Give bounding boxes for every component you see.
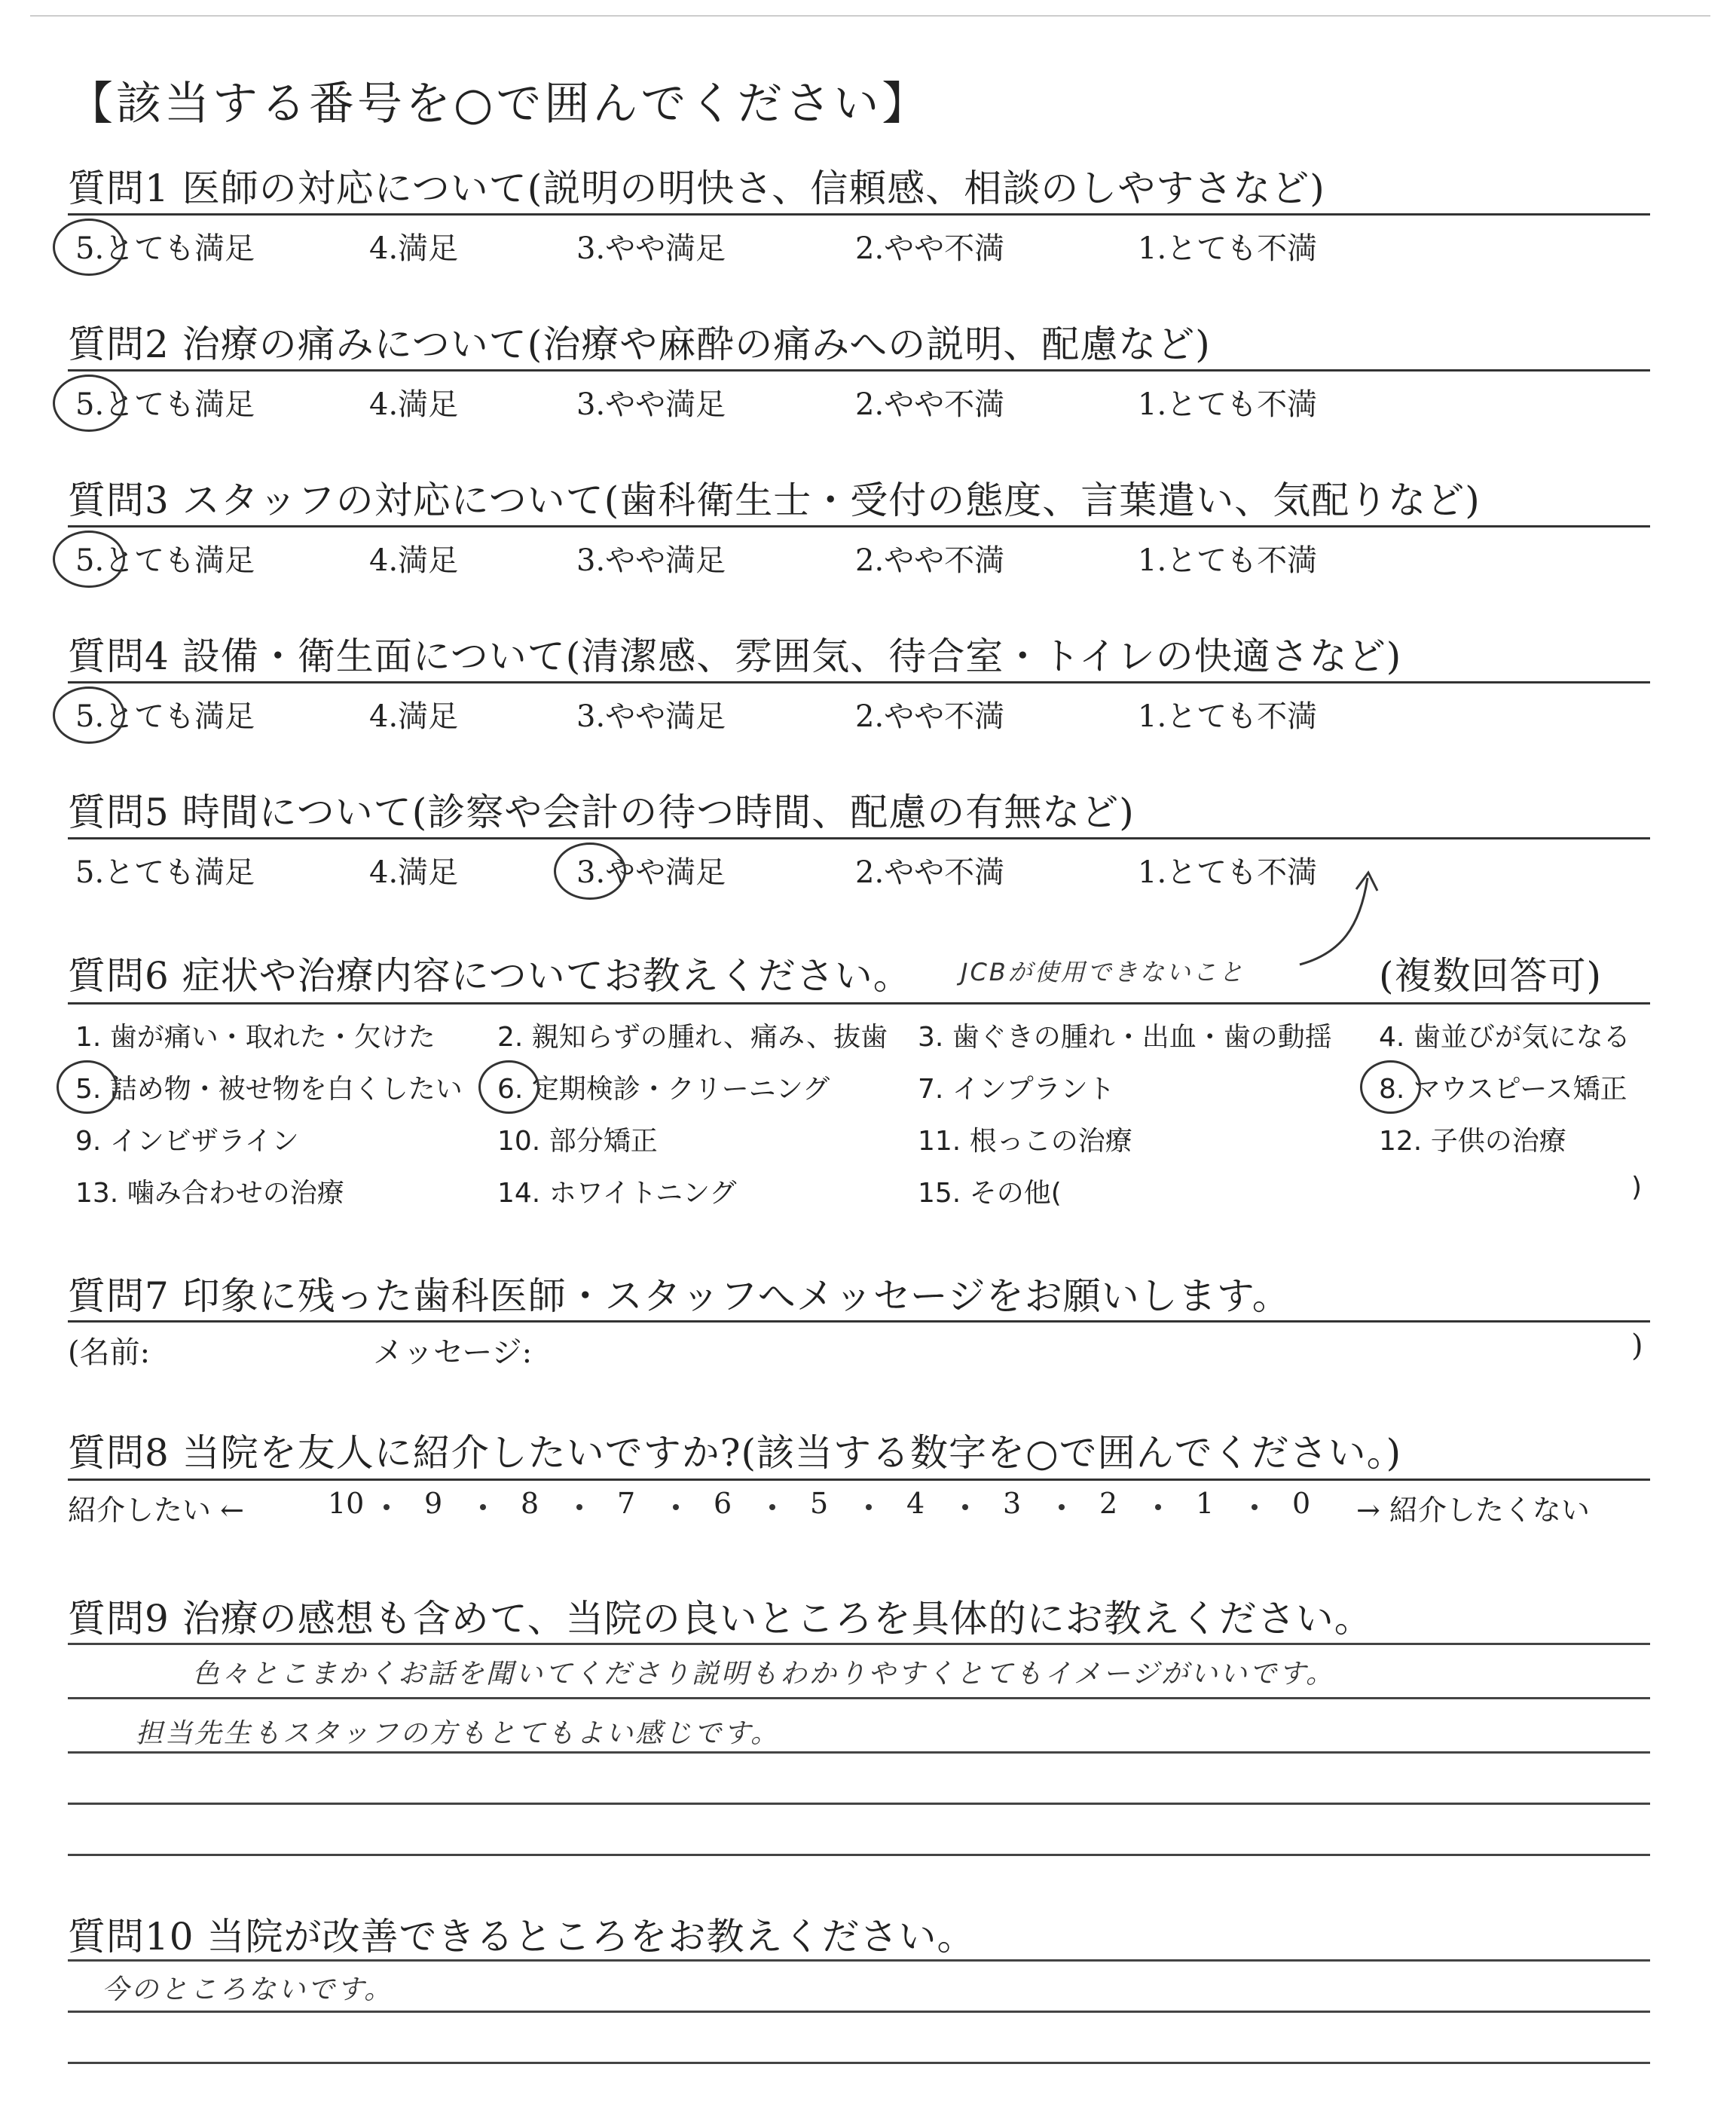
q6-selection-circle (57, 1060, 118, 1114)
q8-scale-separator (1252, 1504, 1258, 1510)
q8-right-label: → 紹介したくない (1356, 1494, 1590, 1527)
q3-option[interactable]: 3.やや満足 (576, 543, 726, 578)
q3-option[interactable]: 5.とても満足 (75, 543, 255, 578)
q8-scale-separator (576, 1504, 582, 1510)
q2-option[interactable]: 5.とても満足 (75, 387, 255, 422)
q8-scale-value[interactable]: 9 (424, 1487, 443, 1520)
q9-answer-line-1: 色々とこまかくお話を聞いてくださり説明もわかりやすくとてもイメージがいいです。 (192, 1659, 1336, 1690)
q6-option[interactable]: 7. インプラント (918, 1074, 1115, 1105)
q6-option[interactable]: 6. 定期検診・クリーニング (497, 1074, 830, 1105)
q8-scale-value[interactable]: 2 (1099, 1487, 1118, 1520)
q3-selection-circle (53, 531, 125, 588)
q8-scale-value[interactable]: 6 (714, 1487, 732, 1520)
q8-scale-separator (384, 1504, 390, 1510)
q8-left-label: 紹介したい ← (68, 1494, 244, 1527)
q2-selection-circle (53, 375, 125, 432)
q4-heading: 質問4 設備・衛生面について(清潔感、雰囲気、待合室・トイレの快適さなど) (68, 635, 1402, 678)
q3-rule (68, 525, 1650, 528)
q6-option[interactable]: 13. 噛み合わせの治療 (75, 1178, 344, 1209)
q1-option[interactable]: 5.とても満足 (75, 231, 255, 266)
q8-scale-separator (1059, 1504, 1065, 1510)
q8-scale-separator (866, 1504, 872, 1510)
q10-heading: 質問10 当院が改善できるところをお教えください。 (68, 1915, 976, 1959)
q8-scale-value[interactable]: 10 (328, 1487, 365, 1520)
q6-selection-circle (1360, 1060, 1421, 1114)
q2-option[interactable]: 4.満足 (369, 387, 459, 422)
q8-scale-value[interactable]: 3 (1003, 1487, 1022, 1520)
q5-selection-circle (554, 842, 626, 900)
q4-option[interactable]: 3.やや満足 (576, 699, 726, 734)
q5-rule (68, 837, 1650, 839)
q6-option[interactable]: 3. 歯ぐきの腫れ・出血・歯の動揺 (918, 1022, 1332, 1053)
q8-scale-separator (480, 1504, 486, 1510)
q6-option[interactable]: 12. 子供の治療 (1379, 1126, 1566, 1157)
q4-option[interactable]: 1.とても不満 (1138, 699, 1318, 734)
q3-option[interactable]: 2.やや不満 (855, 543, 1005, 578)
q1-option[interactable]: 3.やや満足 (576, 231, 726, 266)
q6-selection-circle (478, 1060, 539, 1114)
q6-option[interactable]: 14. ホワイトニング (497, 1178, 737, 1209)
q2-rule (68, 369, 1650, 372)
q7-close-paren: ) (1631, 1329, 1643, 1363)
q1-option[interactable]: 1.とても不満 (1138, 231, 1318, 266)
q9-answer-line-2: 担当先生もスタッフの方もとてもよい感じです。 (136, 1718, 781, 1749)
q6-option[interactable]: 15. その他( (918, 1178, 1062, 1209)
q6-rule (68, 1002, 1650, 1005)
q7-heading: 質問7 印象に残った歯科医師・スタッフへメッセージをお願いします。 (68, 1274, 1291, 1318)
q8-scale-value[interactable]: 0 (1292, 1487, 1311, 1520)
q3-option[interactable]: 4.満足 (369, 543, 459, 578)
q8-scale-value[interactable]: 1 (1196, 1487, 1215, 1520)
q6-option[interactable]: 9. インビザライン (75, 1126, 299, 1157)
q10-answer: 今のところないです。 (102, 1974, 394, 2005)
q10-line-3 (68, 2062, 1650, 2064)
q8-heading: 質問8 当院を友人に紹介したいですか?(該当する数字を○で囲んでください。) (68, 1431, 1402, 1475)
q4-option[interactable]: 5.とても満足 (75, 699, 255, 734)
q1-heading: 質問1 医師の対応について(説明の明快さ、信頼感、相談のしやすさなど) (68, 167, 1325, 210)
q9-line-4 (68, 1803, 1650, 1805)
q3-option[interactable]: 1.とても不満 (1138, 543, 1318, 578)
q8-scale-value[interactable]: 8 (521, 1487, 539, 1520)
arrow-icon (1296, 859, 1386, 972)
q9-heading: 質問9 治療の感想も含めて、当院の良いところを具体的にお教えください。 (68, 1597, 1373, 1641)
top-border (30, 15, 1710, 17)
q4-selection-circle (53, 687, 125, 744)
q5-option[interactable]: 5.とても満足 (75, 855, 255, 890)
q4-rule (68, 681, 1650, 683)
q1-rule (68, 213, 1650, 216)
q5-option[interactable]: 4.満足 (369, 855, 459, 890)
q9-line-2 (68, 1697, 1650, 1699)
q1-option[interactable]: 4.満足 (369, 231, 459, 266)
q6-handwritten-note: JCBが使用できないこと (961, 958, 1245, 986)
q4-option[interactable]: 2.やや不満 (855, 699, 1005, 734)
q5-option[interactable]: 3.やや満足 (576, 855, 726, 890)
q8-scale-separator (1155, 1504, 1161, 1510)
q8-scale-value[interactable]: 5 (810, 1487, 829, 1520)
q6-option[interactable]: ) (1631, 1172, 1643, 1203)
q6-option[interactable]: 2. 親知らずの腫れ、痛み、抜歯 (497, 1022, 888, 1053)
q8-scale-separator (769, 1504, 775, 1510)
q7-message-label: メッセージ: (373, 1335, 533, 1370)
q5-heading: 質問5 時間について(診察や会計の待つ時間、配慮の有無など) (68, 790, 1135, 834)
q2-option[interactable]: 1.とても不満 (1138, 387, 1318, 422)
q6-note: (複数回答可) (1379, 954, 1603, 998)
q8-scale-value[interactable]: 7 (617, 1487, 636, 1520)
q9-line-5 (68, 1854, 1650, 1856)
q2-option[interactable]: 3.やや満足 (576, 387, 726, 422)
q6-option[interactable]: 1. 歯が痛い・取れた・欠けた (75, 1022, 436, 1053)
q2-option[interactable]: 2.やや不満 (855, 387, 1005, 422)
q6-option[interactable]: 10. 部分矯正 (497, 1126, 658, 1157)
q5-option[interactable]: 2.やや不満 (855, 855, 1005, 890)
q7-name-label: (名前: (68, 1335, 151, 1370)
q9-line-1 (68, 1643, 1650, 1645)
q5-option[interactable]: 1.とても不満 (1138, 855, 1318, 890)
q10-line-1 (68, 1959, 1650, 1962)
q10-line-2 (68, 2011, 1650, 2013)
q6-heading: 質問6 症状や治療内容についてお教えください。 (68, 954, 912, 998)
q2-heading: 質問2 治療の痛みについて(治療や麻酔の痛みへの説明、配慮など) (68, 323, 1211, 366)
q6-option[interactable]: 4. 歯並びが気になる (1379, 1022, 1631, 1053)
q1-option[interactable]: 2.やや不満 (855, 231, 1005, 266)
q8-scale-separator (673, 1504, 679, 1510)
q9-line-3 (68, 1751, 1650, 1754)
q1-selection-circle (53, 219, 125, 276)
q8-scale-value[interactable]: 4 (906, 1487, 925, 1520)
q6-option[interactable]: 8. マウスピース矯正 (1379, 1074, 1628, 1105)
q6-option[interactable]: 11. 根っこの治療 (918, 1126, 1132, 1157)
q4-option[interactable]: 4.満足 (369, 699, 459, 734)
q6-option[interactable]: 5. 詰め物・被せ物を白くしたい (75, 1074, 463, 1105)
q8-scale-separator (962, 1504, 968, 1510)
q7-rule (68, 1320, 1650, 1323)
q3-heading: 質問3 スタッフの対応について(歯科衛生士・受付の態度、言葉遣い、気配りなど) (68, 479, 1481, 522)
q8-rule (68, 1479, 1650, 1481)
page-title: 【該当する番号を○で囲んでください】 (68, 78, 931, 130)
